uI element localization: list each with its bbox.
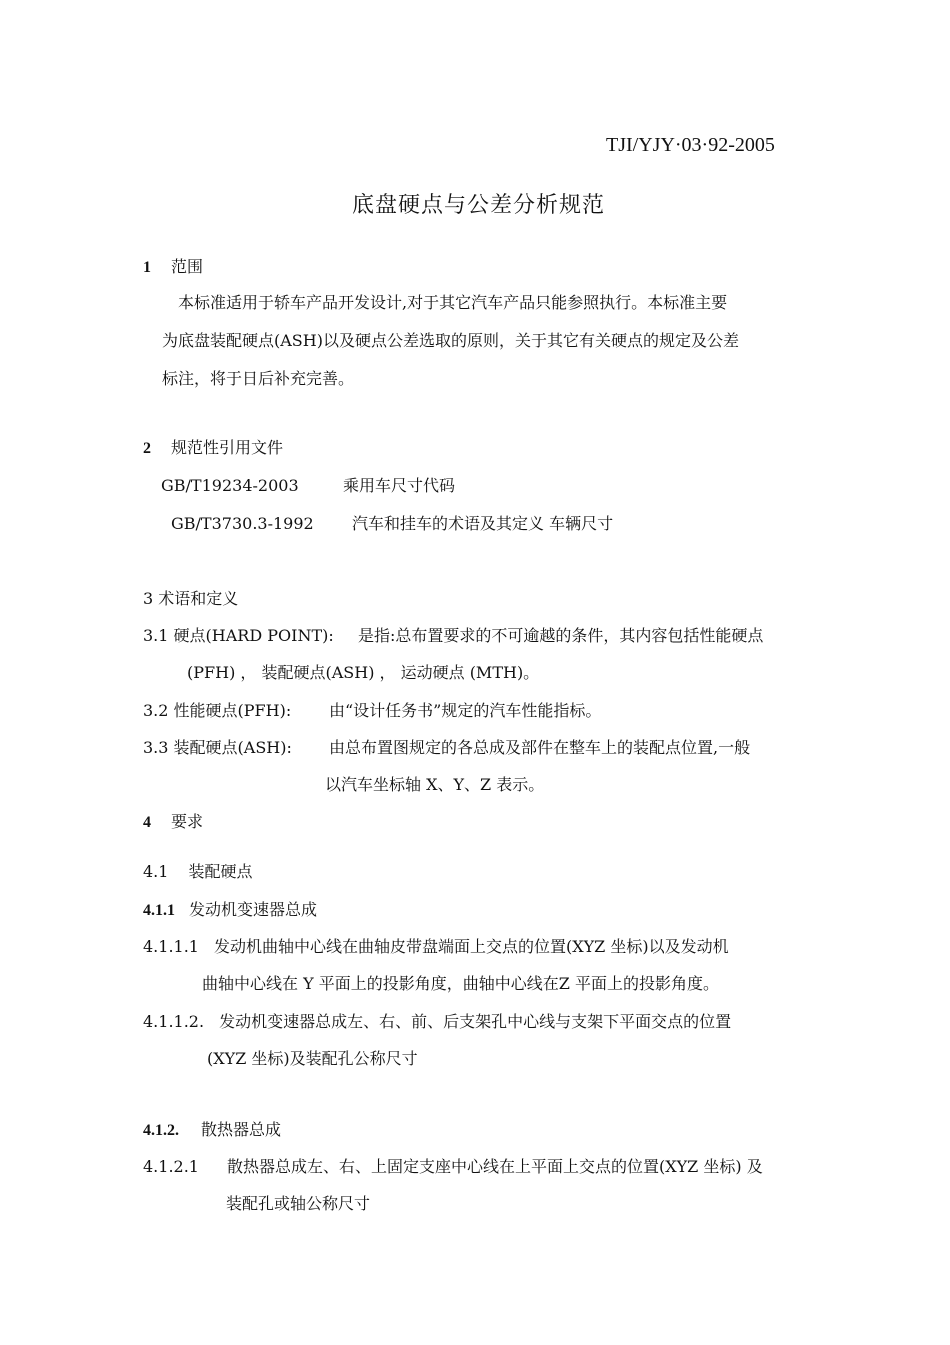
subsection-title: 散热器总成: [201, 1120, 282, 1139]
section-2-heading: [143, 438, 283, 459]
document-number: TJI/YJY·03·92-2005: [606, 134, 775, 156]
reference-name: 乘用车尺寸代码: [343, 476, 456, 495]
item-number: 4.1.1.1: [143, 937, 199, 956]
section-title: 规范性引用文件: [171, 438, 284, 457]
subsection-4-1-heading: [143, 862, 252, 882]
subsection-title: 发动机变速器总成: [189, 900, 318, 919]
item-text-continued: (XYZ 坐标)及装配孔公称尺寸: [207, 1049, 418, 1068]
item-number: 4.1.1.2.: [143, 1012, 205, 1031]
item-text-continued: 装配孔或轴公称尺寸: [226, 1194, 371, 1213]
section-4-heading: [143, 812, 203, 833]
section-number: 4: [143, 814, 151, 831]
item-4-1-1-1: [143, 937, 729, 957]
section-1-heading: [143, 257, 203, 278]
definition-label: 3.1 硬点(HARD POINT):: [143, 626, 334, 645]
reference-code: GB/T19234-2003: [161, 476, 299, 495]
item-text: 发动机曲轴中心线在曲轴皮带盘端面上交点的位置(XYZ 坐标)以及发动机: [213, 937, 729, 956]
reference-name: 汽车和挂车的术语及其定义 车辆尺寸: [352, 514, 614, 533]
section-title: 要求: [171, 812, 204, 831]
item-4-1-2-1: [143, 1157, 763, 1177]
subsection-number: 4.1.1: [143, 902, 175, 919]
subsection-4-1-1-heading: [143, 900, 317, 921]
section-3-heading: 3 术语和定义: [143, 589, 239, 608]
section-number: 2: [143, 440, 151, 457]
reference-code: GB/T3730.3-1992: [171, 514, 314, 533]
item-4-1-1-2: [143, 1012, 731, 1032]
document-title: 底盘硬点与公差分析规范: [352, 193, 606, 218]
item-text: 散热器总成左、右、上固定支座中心线在上平面上交点的位置(XYZ 坐标) 及: [226, 1157, 763, 1176]
item-text: 发动机变速器总成左、右、前、后支架孔中心线与支架下平面交点的位置: [219, 1012, 732, 1031]
scope-paragraph-line: 为底盘装配硬点(ASH)以及硬点公差选取的原则，关于其它有关硬点的规定及公差: [162, 331, 739, 350]
section-number: 1: [143, 259, 151, 276]
subsection-number: 4.1.2.: [143, 1122, 179, 1139]
item-text-continued: 曲轴中心线在 Y 平面上的投影角度，曲轴中心线在Z 平面上的投影角度。: [202, 974, 719, 993]
scope-paragraph-line: 本标准适用于轿车产品开发设计,对于其它汽车产品只能参照执行。本标准主要: [178, 293, 728, 312]
definition-text: 由“设计任务书”规定的汽车性能指标。: [329, 701, 602, 720]
subsection-4-1-2-heading: [143, 1120, 281, 1141]
definition-text: 是指:总布置要求的不可逾越的条件，其内容包括性能硬点: [358, 626, 764, 645]
definition-text-continued: 以汽车坐标轴 X、Y、Z 表示。: [325, 775, 545, 794]
item-number: 4.1.2.1: [143, 1157, 199, 1176]
definition-label: 3.3 装配硬点(ASH):: [143, 738, 292, 757]
section-title: 范围: [171, 257, 204, 276]
definition-text-continued: (PFH) ， 装配硬点(ASH) ， 运动硬点 (MTH)。: [187, 663, 540, 682]
subsection-number: 4.1: [143, 862, 169, 881]
scope-paragraph-line: 标注，将于日后补充完善。: [162, 369, 355, 388]
subsection-title: 装配硬点: [188, 862, 253, 881]
definition-text: 由总布置图规定的各总成及部件在整车上的装配点位置,一般: [329, 738, 751, 757]
definition-label: 3.2 性能硬点(PFH):: [143, 701, 292, 720]
